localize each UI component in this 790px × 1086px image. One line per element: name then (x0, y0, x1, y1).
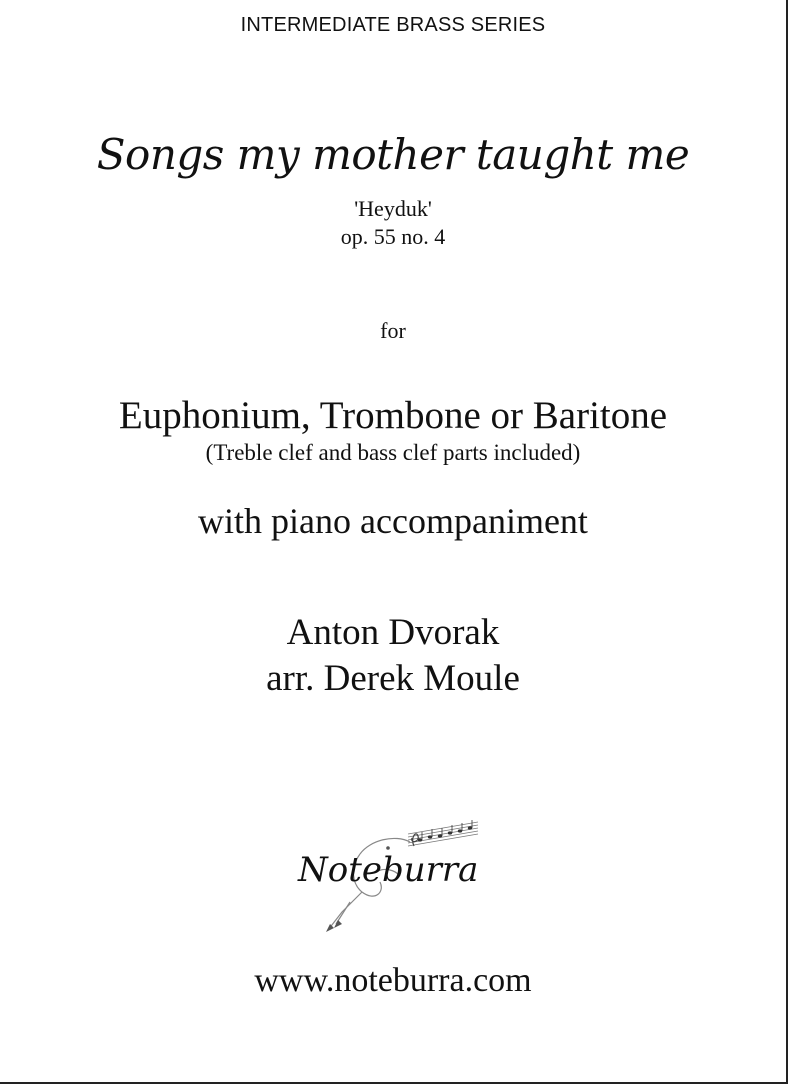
series-label: INTERMEDIATE BRASS SERIES (240, 14, 546, 36)
composer-name: Anton Dvorak (286, 612, 500, 653)
page-title: Songs my mother taught me (96, 130, 690, 179)
instruments-heading: Euphonium, Trombone or Baritone (118, 394, 668, 437)
parts-note: (Treble clef and bass clef parts included) (205, 440, 581, 465)
website-link[interactable]: www.noteburra.com (254, 962, 532, 999)
subtitle: 'Heyduk' (354, 196, 432, 221)
accompaniment-label: with piano accompaniment (198, 501, 588, 541)
arranger-name: arr. Derek Moule (266, 658, 520, 699)
opus-number: op. 55 no. 4 (340, 224, 446, 249)
publisher-logo (290, 812, 490, 937)
publisher-logo-text: Noteburra (298, 850, 479, 890)
for-label: for (380, 318, 406, 343)
